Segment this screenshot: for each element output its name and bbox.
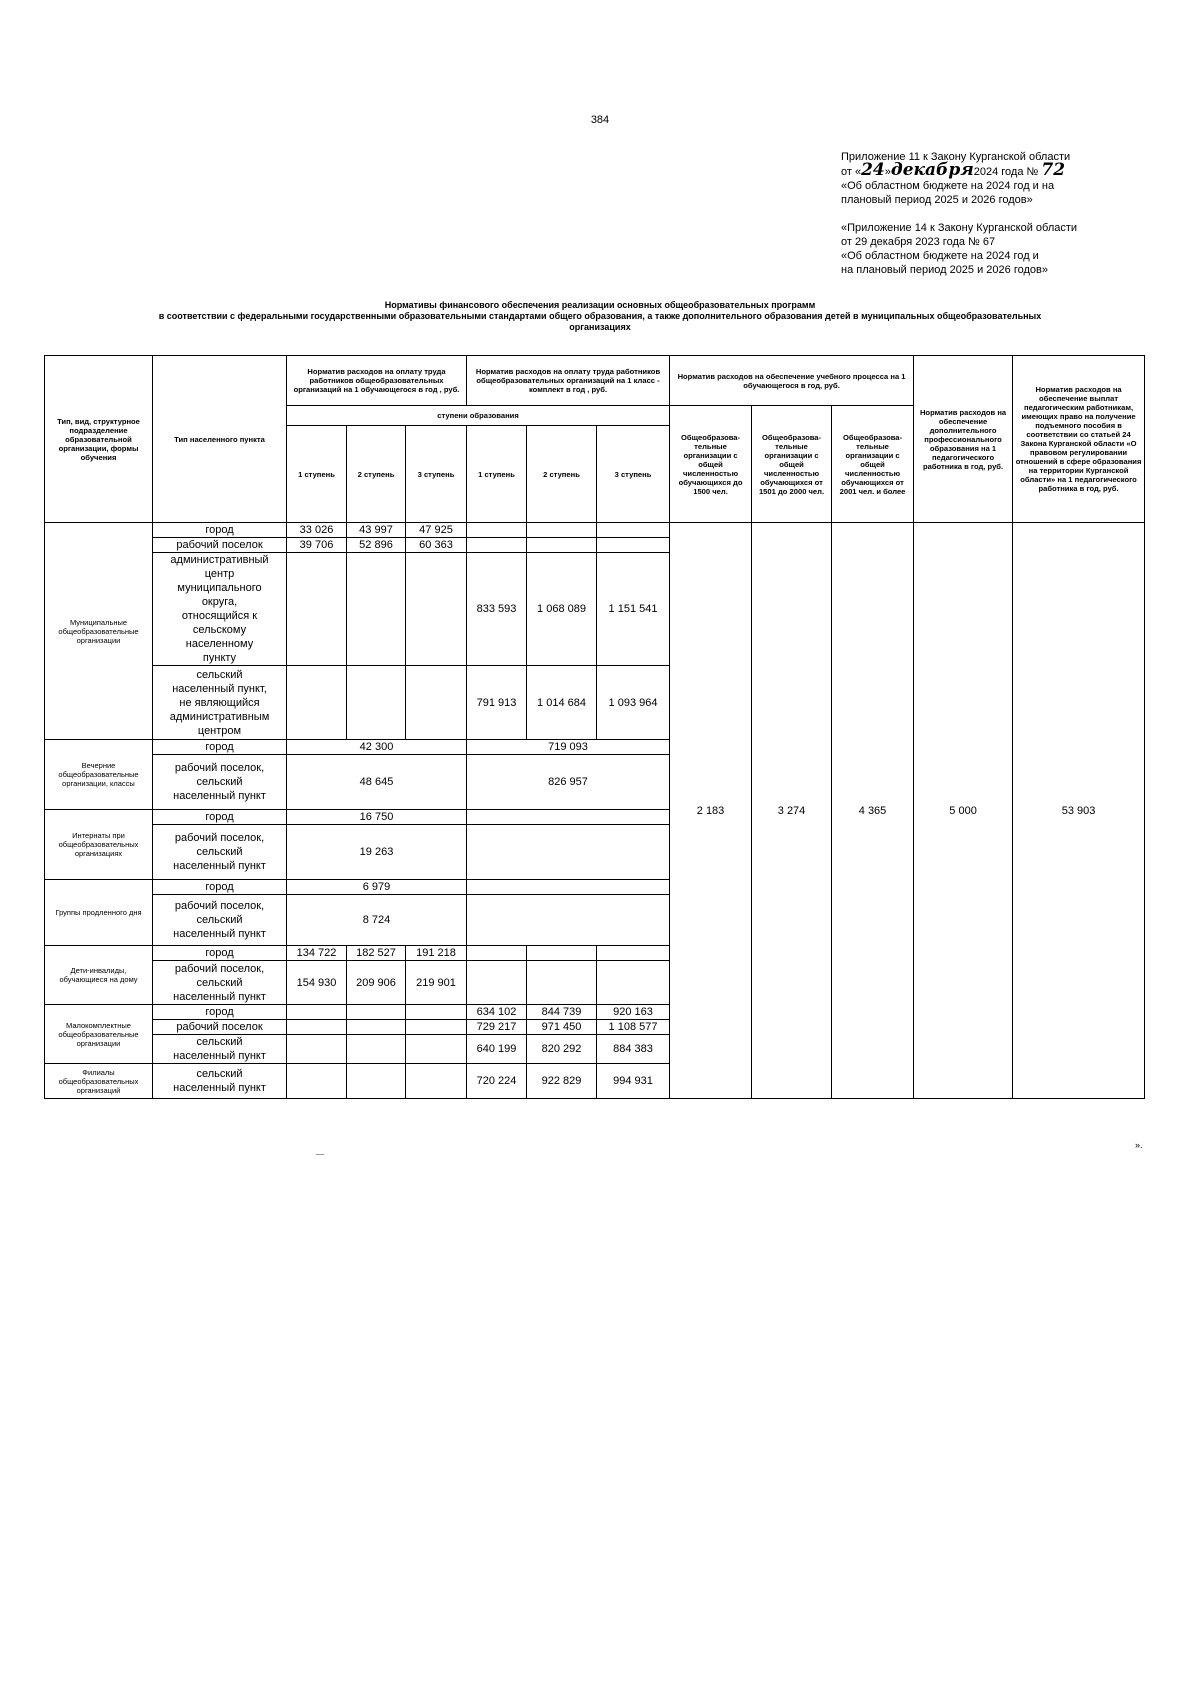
settlement-cell: рабочий поселок, сельский населенный пункт [153,825,287,880]
empty-cell [347,1020,406,1035]
value-cell: 922 829 [527,1064,597,1099]
appendix-line-7: «Об областном бюджете на 2024 год и [841,250,1039,262]
value-cell: 182 527 [347,946,406,961]
value-cell: 994 931 [597,1064,670,1099]
settlement-cell: город [153,810,287,825]
empty-cell [406,553,467,666]
empty-cell [597,946,670,961]
category-branches: Филиалы общеобразовательных организаций [45,1064,153,1099]
header-education-levels: ступени образования [287,406,670,426]
value-cell: 1 068 089 [527,553,597,666]
title-line-2: в соответствии с федеральными государственными образовательными стандартами общего образования, а также дополнительного образования детей в муниципальных общеобразовательных [158,311,1042,321]
empty-cell [347,1035,406,1064]
empty-cell [347,1064,406,1099]
appendix-day-handwritten: 24 [861,160,885,180]
appendix-line-6: от 29 декабря 2023 года № 67 [841,236,996,248]
empty-cell [406,666,467,740]
settlement-cell: город [153,946,287,961]
category-boarding: Интернаты при общеобразовательных организациях [45,810,153,880]
empty-cell [406,1020,467,1035]
empty-cell [467,523,527,538]
empty-cell [467,880,670,895]
category-small-schools: Малокомплектные общеобразовательные организации [45,1005,153,1064]
value-cell: 60 363 [406,538,467,553]
process-large-value: 4 365 [832,523,914,1099]
settlement-cell: административный центр муниципального округа, относящийся к сельскому населенному пункту [153,553,287,666]
appendix-number-handwritten: 72 [1041,160,1066,180]
value-cell: 52 896 [347,538,406,553]
value-cell: 1 108 577 [597,1020,670,1035]
appendix-line-5: «Приложение 14 к Закону Курганской области [841,222,1078,234]
header-orgs-over-2001: Общеобразова-тельные организации с общей численностью обучающихся от 2001 чел. и более [832,406,914,523]
value-cell: 884 383 [597,1035,670,1064]
empty-cell [597,961,670,1005]
value-cell: 634 102 [467,1005,527,1020]
empty-cell [406,1005,467,1020]
value-cell: 719 093 [467,740,670,755]
value-cell: 33 026 [287,523,347,538]
settlement-cell: город [153,740,287,755]
header-class-stage-3: 3 ступень [597,426,670,523]
value-cell: 43 997 [347,523,406,538]
appendix-date-mid: » [884,166,891,178]
header-student-stage-3: 3 ступень [406,426,467,523]
value-cell: 971 450 [527,1020,597,1035]
settlement-cell: рабочий поселок, сельский населенный пункт [153,895,287,946]
value-cell: 16 750 [287,810,467,825]
header-row-1 [45,356,1145,406]
empty-cell [287,1020,347,1035]
value-cell: 1 093 964 [597,666,670,740]
document-title [70,300,1130,333]
appendix-date-prefix: от « [841,166,862,178]
appendix-year: 2024 года № [973,166,1039,178]
empty-cell [347,1005,406,1020]
value-cell: 791 913 [467,666,527,740]
value-cell: 6 979 [287,880,467,895]
settlement-cell: рабочий поселок [153,1020,287,1035]
header-student-stage-1: 1 ступень [287,426,347,523]
value-cell: 48 645 [287,755,467,810]
process-small-value: 2 183 [670,523,752,1099]
header-additional-education: Норматив расходов на обеспечение дополнительного профессионального образования на 1 педагогического работника в год, руб. [914,356,1013,523]
additional-education-value: 5 000 [914,523,1013,1099]
empty-cell [347,553,406,666]
empty-cell [287,1064,347,1099]
empty-cell [467,961,527,1005]
header-settlement: Тип населенного пункта [153,356,287,523]
value-cell: 209 906 [347,961,406,1005]
header-class-stage-2: 2 ступень [527,426,597,523]
empty-cell [467,825,670,880]
empty-cell [406,1035,467,1064]
header-orgs-up-to-1500: Общеобразова-тельные организации с общей численностью обучающихся до 1500 чел. [670,406,752,523]
appendix-month-handwritten: декабря [890,160,974,180]
empty-cell [597,523,670,538]
value-cell: 729 217 [467,1020,527,1035]
settlement-cell: город [153,523,287,538]
settlement-cell: рабочий поселок [153,538,287,553]
process-mid-value: 3 274 [752,523,832,1099]
empty-cell [527,946,597,961]
settlement-cell: рабочий поселок, сельский населенный пункт [153,961,287,1005]
empty-cell [527,961,597,1005]
appendix-reference [841,150,1171,277]
value-cell: 920 163 [597,1005,670,1020]
value-cell: 720 224 [467,1064,527,1099]
category-extended-day: Группы продленного дня [45,880,153,946]
value-cell: 820 292 [527,1035,597,1064]
value-cell: 640 199 [467,1035,527,1064]
appendix-line-8: на плановый период 2025 и 2026 годов» [841,264,1048,276]
empty-cell [406,1064,467,1099]
title-line-3: организациях [569,322,631,332]
norms-table [44,355,1145,1099]
value-cell: 154 930 [287,961,347,1005]
header-per-student: Норматив расходов на оплату труда работников общеобразовательных организаций на 1 обучающегося в год , руб. [287,356,467,406]
value-cell: 8 724 [287,895,467,946]
relocation-allowance-value: 53 903 [1013,523,1145,1099]
header-process: Норматив расходов на обеспечение учебного процесса на 1 обучающегося в год, руб. [670,356,914,406]
appendix-line-4: плановый период 2025 и 2026 годов» [841,194,1033,206]
value-cell: 47 925 [406,523,467,538]
value-cell: 826 957 [467,755,670,810]
header-per-class: Норматив расходов на оплату труда работников общеобразовательных организаций на 1 класс - комплект в год , руб. [467,356,670,406]
empty-cell [527,523,597,538]
appendix-line-3: «Об областном бюджете на 2024 год и на [841,180,1055,192]
settlement-cell: сельский населенный пункт, не являющийся административным центром [153,666,287,740]
settlement-cell: сельский населенный пункт [153,1064,287,1099]
value-cell: 1 151 541 [597,553,670,666]
empty-cell [467,946,527,961]
table-row [45,523,1145,538]
page-number: 384 [590,114,610,126]
closing-quote: ». [1135,1140,1143,1150]
header-student-stage-2: 2 ступень [347,426,406,523]
title-line-1: Нормативы финансового обеспечения реализации основных общеобразовательных программ [384,300,816,310]
header-relocation-allowance: Норматив расходов на обеспечение выплат педагогическим работникам, имеющих право на получение подъемного пособия в соответствии со статьей 24 Закона Курганской области «О правовом регулировании отношений в сфере образования на территории Курганской области» на 1 педагогического работника в год, руб. [1013,356,1145,523]
scan-mark [316,1154,324,1155]
header-orgs-1501-2000: Общеобразова-тельные организации с общей численностью обучающихся от 1501 до 2000 чел. [752,406,832,523]
value-cell: 1 014 684 [527,666,597,740]
value-cell: 219 901 [406,961,467,1005]
value-cell: 833 593 [467,553,527,666]
value-cell: 191 218 [406,946,467,961]
empty-cell [597,538,670,553]
settlement-cell: сельский населенный пункт [153,1035,287,1064]
value-cell: 39 706 [287,538,347,553]
empty-cell [287,1035,347,1064]
empty-cell [347,666,406,740]
settlement-cell: рабочий поселок, сельский населенный пункт [153,755,287,810]
appendix-line-2 [841,160,1171,180]
settlement-cell: город [153,1005,287,1020]
empty-cell [287,1005,347,1020]
value-cell: 19 263 [287,825,467,880]
header-type: Тип, вид, структурное подразделение образовательной организации, формы обучения [45,356,153,523]
value-cell: 42 300 [287,740,467,755]
header-class-stage-1: 1 ступень [467,426,527,523]
settlement-cell: город [153,880,287,895]
category-disabled-children: Дети-инвалиды, обучающиеся на дому [45,946,153,1005]
appendix-line-1: Приложение 11 к Закону Курганской области [841,151,1071,163]
category-evening: Вечерние общеобразовательные организации, классы [45,740,153,810]
value-cell: 134 722 [287,946,347,961]
empty-cell [467,810,670,825]
empty-cell [467,895,670,946]
empty-cell [527,538,597,553]
empty-cell [467,538,527,553]
value-cell: 844 739 [527,1005,597,1020]
empty-cell [287,666,347,740]
category-municipal: Муниципальные общеобразовательные организации [45,523,153,740]
empty-cell [287,553,347,666]
